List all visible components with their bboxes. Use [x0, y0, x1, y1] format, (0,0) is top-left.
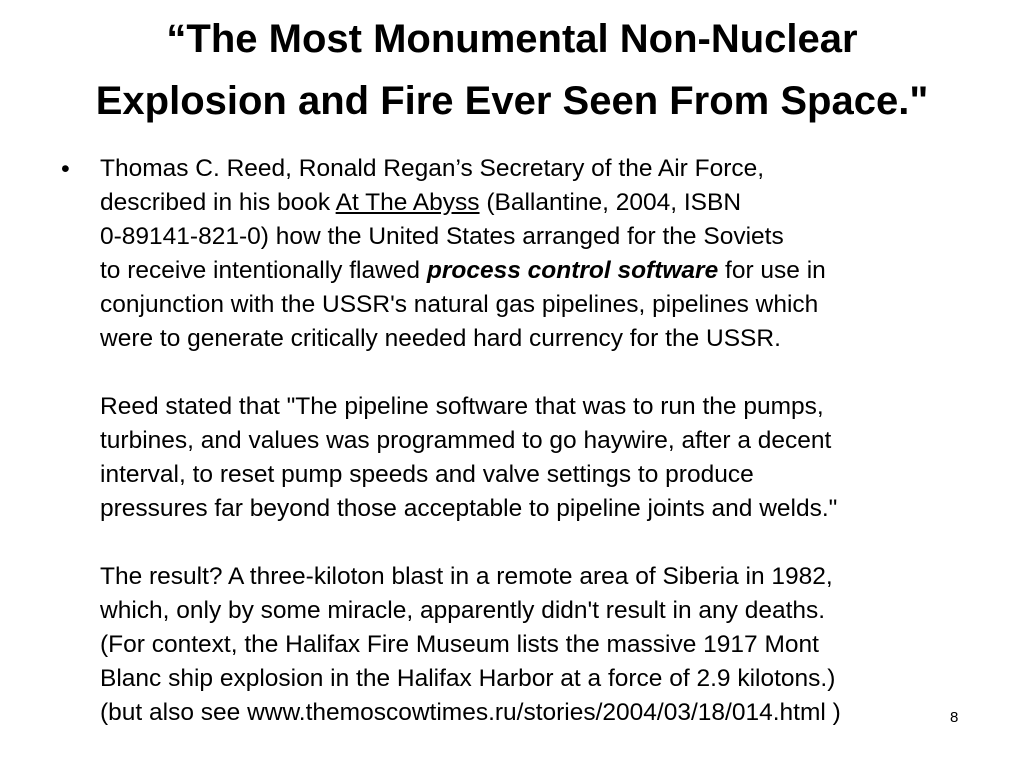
p2-line-1: Reed stated that "The pipeline software that was to run the pumps, [100, 393, 824, 420]
p1-line-6: were to generate critically needed hard currency for the USSR. [100, 325, 781, 352]
p3-line-2: which, only by some miracle, apparently didn't result in any deaths. [100, 597, 826, 624]
p2-line-4: pressures far beyond those acceptable to pipeline joints and welds." [100, 495, 838, 522]
p1-line-2-post: (Ballantine, 2004, ISBN [479, 189, 742, 216]
p1-line-5: conjunction with the USSR's natural gas pipelines, pipelines which [100, 291, 819, 318]
p3-line-4: Blanc ship explosion in the Halifax Harbor at a force of 2.9 kilotons.) [100, 665, 836, 692]
title-line-2: Explosion and Fire Ever Seen From Space." [95, 79, 929, 123]
book-title-link[interactable]: At The Abyss [335, 189, 480, 216]
paragraph-gap [100, 526, 980, 560]
slide-number: 8 [950, 709, 959, 726]
bullet-icon: • [61, 155, 70, 183]
p1-line-4-pre: to receive intentionally flawed [100, 257, 427, 284]
p3-line-5: (but also see www.themoscowtimes.ru/stories/2004/03/18/014.html ) [100, 699, 841, 726]
p1-line-1: Thomas C. Reed, Ronald Regan’s Secretary of the Air Force, [100, 155, 765, 182]
emphasis-process-control-software: process control software [426, 257, 719, 284]
p1-line-2 [100, 186, 980, 220]
title-line-1: “The Most Monumental Non-Nuclear [166, 17, 858, 61]
paragraph-gap [100, 356, 980, 390]
p1-line-2-pre: described in his book [100, 189, 336, 216]
bullet-text [100, 152, 980, 730]
p3-line-1: The result? A three-kiloton blast in a remote area of Siberia in 1982, [100, 563, 833, 590]
p2-line-3: interval, to reset pump speeds and valve settings to produce [100, 461, 754, 488]
p1-line-4 [100, 254, 980, 288]
p2-line-2: turbines, and values was programmed to go haywire, after a decent [100, 427, 832, 454]
p3-line-3: (For context, the Halifax Fire Museum lists the massive 1917 Mont [100, 631, 819, 658]
p1-line-4-post: for use in [718, 257, 826, 284]
slide-title [0, 8, 1024, 132]
p1-line-3: 0-89141-821-0) how the United States arranged for the Soviets [100, 223, 784, 250]
